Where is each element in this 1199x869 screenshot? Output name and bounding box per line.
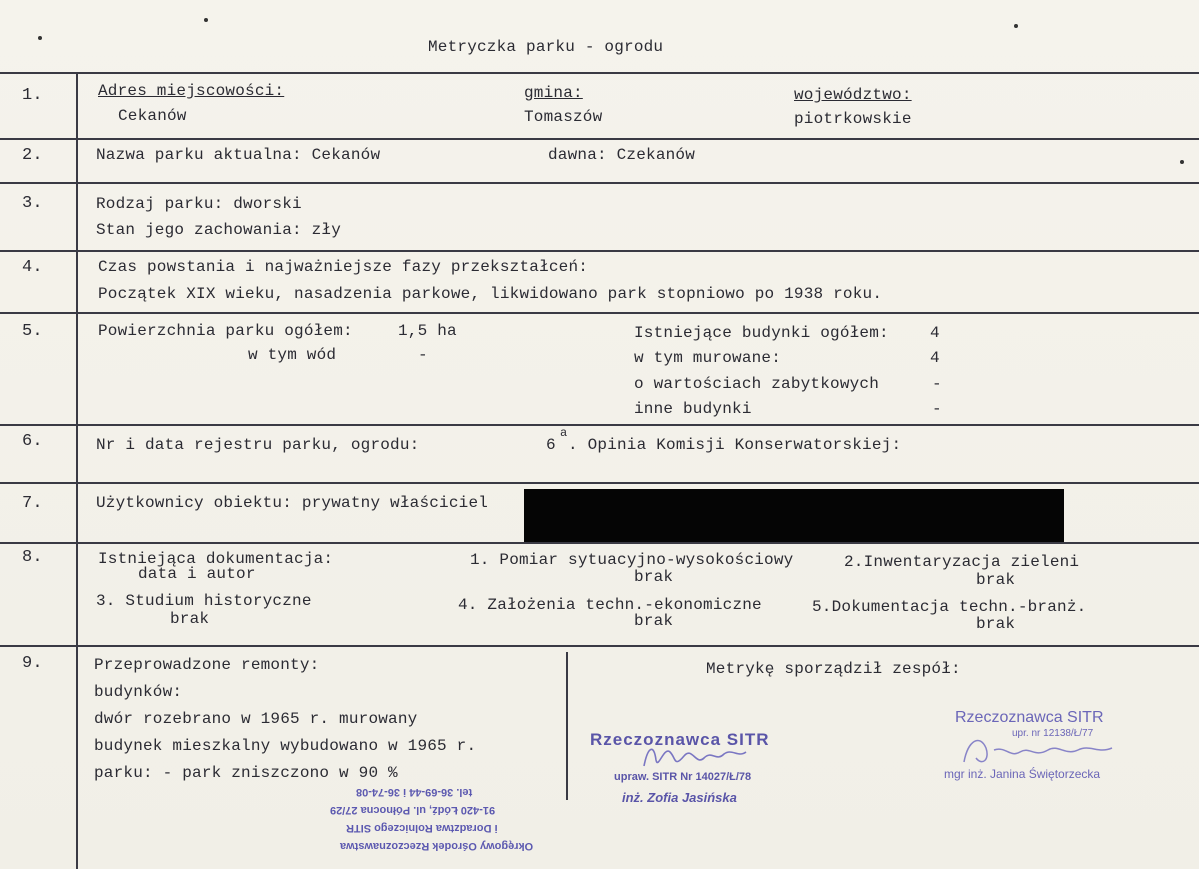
stamp-right-reg: upr. nr 12138/Ł/77 (1012, 728, 1094, 739)
other-buildings-label: inne budynki (634, 400, 752, 418)
park-state: Stan jego zachowania: zły (96, 221, 342, 239)
stamp-right-name: mgr inż. Janina Świętorzecka (944, 767, 1101, 781)
documentation-sublabel: data i autor (138, 565, 256, 583)
doc-item-5-status: brak (976, 615, 1016, 633)
water-label: w tym wód (248, 346, 337, 364)
row-divider (0, 482, 1199, 484)
stamp-right-title: Rzeczoznawca SITR (955, 709, 1104, 726)
row-number-6: 6. (22, 432, 43, 451)
row-number-3: 3. (22, 194, 43, 213)
row-divider (0, 72, 1199, 74)
doc-item-1-status: brak (634, 568, 674, 586)
row-number-9: 9. (22, 654, 43, 673)
row-number-8: 8. (22, 548, 43, 567)
opinion-label: . Opinia Komisji Konserwatorskiej: (568, 436, 902, 454)
register-label: Nr i data rejestru parku, ogrodu: (96, 436, 420, 454)
row-divider (0, 542, 1199, 544)
repairs-buildings-label: budynków: (94, 683, 183, 701)
doc-item-3: 3. Studium historyczne (96, 592, 312, 610)
doc-item-4-status: brak (634, 612, 674, 630)
wojewodztwo-value: piotrkowskie (794, 110, 912, 128)
row-divider (0, 138, 1199, 140)
address-label: Adres miejscowości: (98, 82, 285, 100)
row-number-1: 1. (22, 86, 43, 105)
water-value: - (418, 346, 428, 364)
buildings-value: 4 (930, 324, 940, 342)
row-number-7: 7. (22, 494, 43, 513)
paper-speck (204, 18, 208, 22)
stamp-left-reg: upraw. SITR Nr 14027/Ł/78 (614, 771, 752, 783)
wojewodztwo-label: województwo: (794, 86, 912, 104)
row-divider (0, 250, 1199, 252)
doc-item-2-status: brak (976, 571, 1016, 589)
area-label: Powierzchnia parku ogółem: (98, 322, 353, 340)
historic-value: - (932, 375, 942, 393)
row-divider (0, 182, 1199, 184)
doc-item-5: 5.Dokumentacja techn.-branż. (812, 598, 1087, 616)
doc-item-2: 2.Inwentaryzacja zieleni (844, 553, 1080, 571)
signature-right-icon (958, 728, 1118, 772)
area-value: 1,5 ha (398, 322, 457, 340)
opinion-number: 6 (546, 436, 556, 454)
gmina-value: Tomaszów (524, 108, 603, 126)
masonry-value: 4 (930, 349, 940, 367)
row9-column-divider (566, 652, 568, 800)
paper-speck (1014, 24, 1018, 28)
repairs-label: Przeprowadzone remonty: (94, 656, 320, 674)
row-number-5: 5. (22, 322, 43, 341)
park-name-current: Nazwa parku aktualna: Cekanów (96, 146, 381, 164)
row-divider (0, 312, 1199, 314)
repairs-line-3: parku: - park zniszczono w 90 % (94, 764, 398, 782)
history-label: Czas powstania i najważniejsze fazy przekształceń: (98, 258, 589, 276)
redaction-box (524, 489, 1064, 542)
paper-speck (38, 36, 42, 40)
stamp-left-title: Rzeczoznawca SITR (590, 730, 770, 749)
buildings-label: Istniejące budynki ogółem: (634, 324, 889, 342)
opinion-superscript: a (560, 426, 568, 440)
number-column-divider (76, 72, 78, 869)
row-divider (0, 424, 1199, 426)
address-value: Cekanów (118, 107, 187, 125)
doc-item-3-status: brak (170, 610, 210, 628)
stamp-left-name: inż. Zofia Jasińska (622, 790, 737, 805)
park-name-former: dawna: Czekanów (548, 146, 696, 164)
doc-item-4: 4. Założenia techn.-ekonomiczne (458, 596, 762, 614)
paper-speck (1180, 160, 1184, 164)
doc-item-1: 1. Pomiar sytuacyjno-wysokościowy (470, 551, 794, 569)
stamp-upside-down-line-4: tel. 36-69-44 i 36-74-08 (356, 786, 473, 798)
document-title: Metryczka parku - ogrodu (428, 38, 664, 56)
row-number-4: 4. (22, 258, 43, 277)
team-label: Metrykę sporządził zespół: (706, 660, 961, 678)
repairs-line-2: budynek mieszkalny wybudowano w 1965 r. (94, 737, 477, 755)
users-label: Użytkownicy obiektu: prywatny właściciel (96, 494, 489, 512)
repairs-line-1: dwór rozebrano w 1965 r. murowany (94, 710, 418, 728)
park-type: Rodzaj parku: dworski (96, 195, 302, 213)
stamp-upside-down-line-3: 91-420 Łódź, ul. Północna 27/29 (330, 804, 496, 816)
gmina-label: gmina: (524, 84, 583, 102)
history-value: Początek XIX wieku, nasadzenia parkowe, likwidowano park stopniowo po 1938 roku. (98, 285, 883, 303)
row-number-2: 2. (22, 146, 43, 165)
stamp-upside-down-line-1: Okręgowy Ośrodek Rzeczoznawstwa (340, 840, 534, 852)
stamp-upside-down-line-2: i Doradztwa Rolniczego SITR (346, 822, 498, 834)
historic-label: o wartościach zabytkowych (634, 375, 880, 393)
other-buildings-value: - (932, 400, 942, 418)
row-divider (0, 645, 1199, 647)
masonry-label: w tym murowane: (634, 349, 782, 367)
documentation-label: Istniejąca dokumentacja: (98, 550, 334, 568)
